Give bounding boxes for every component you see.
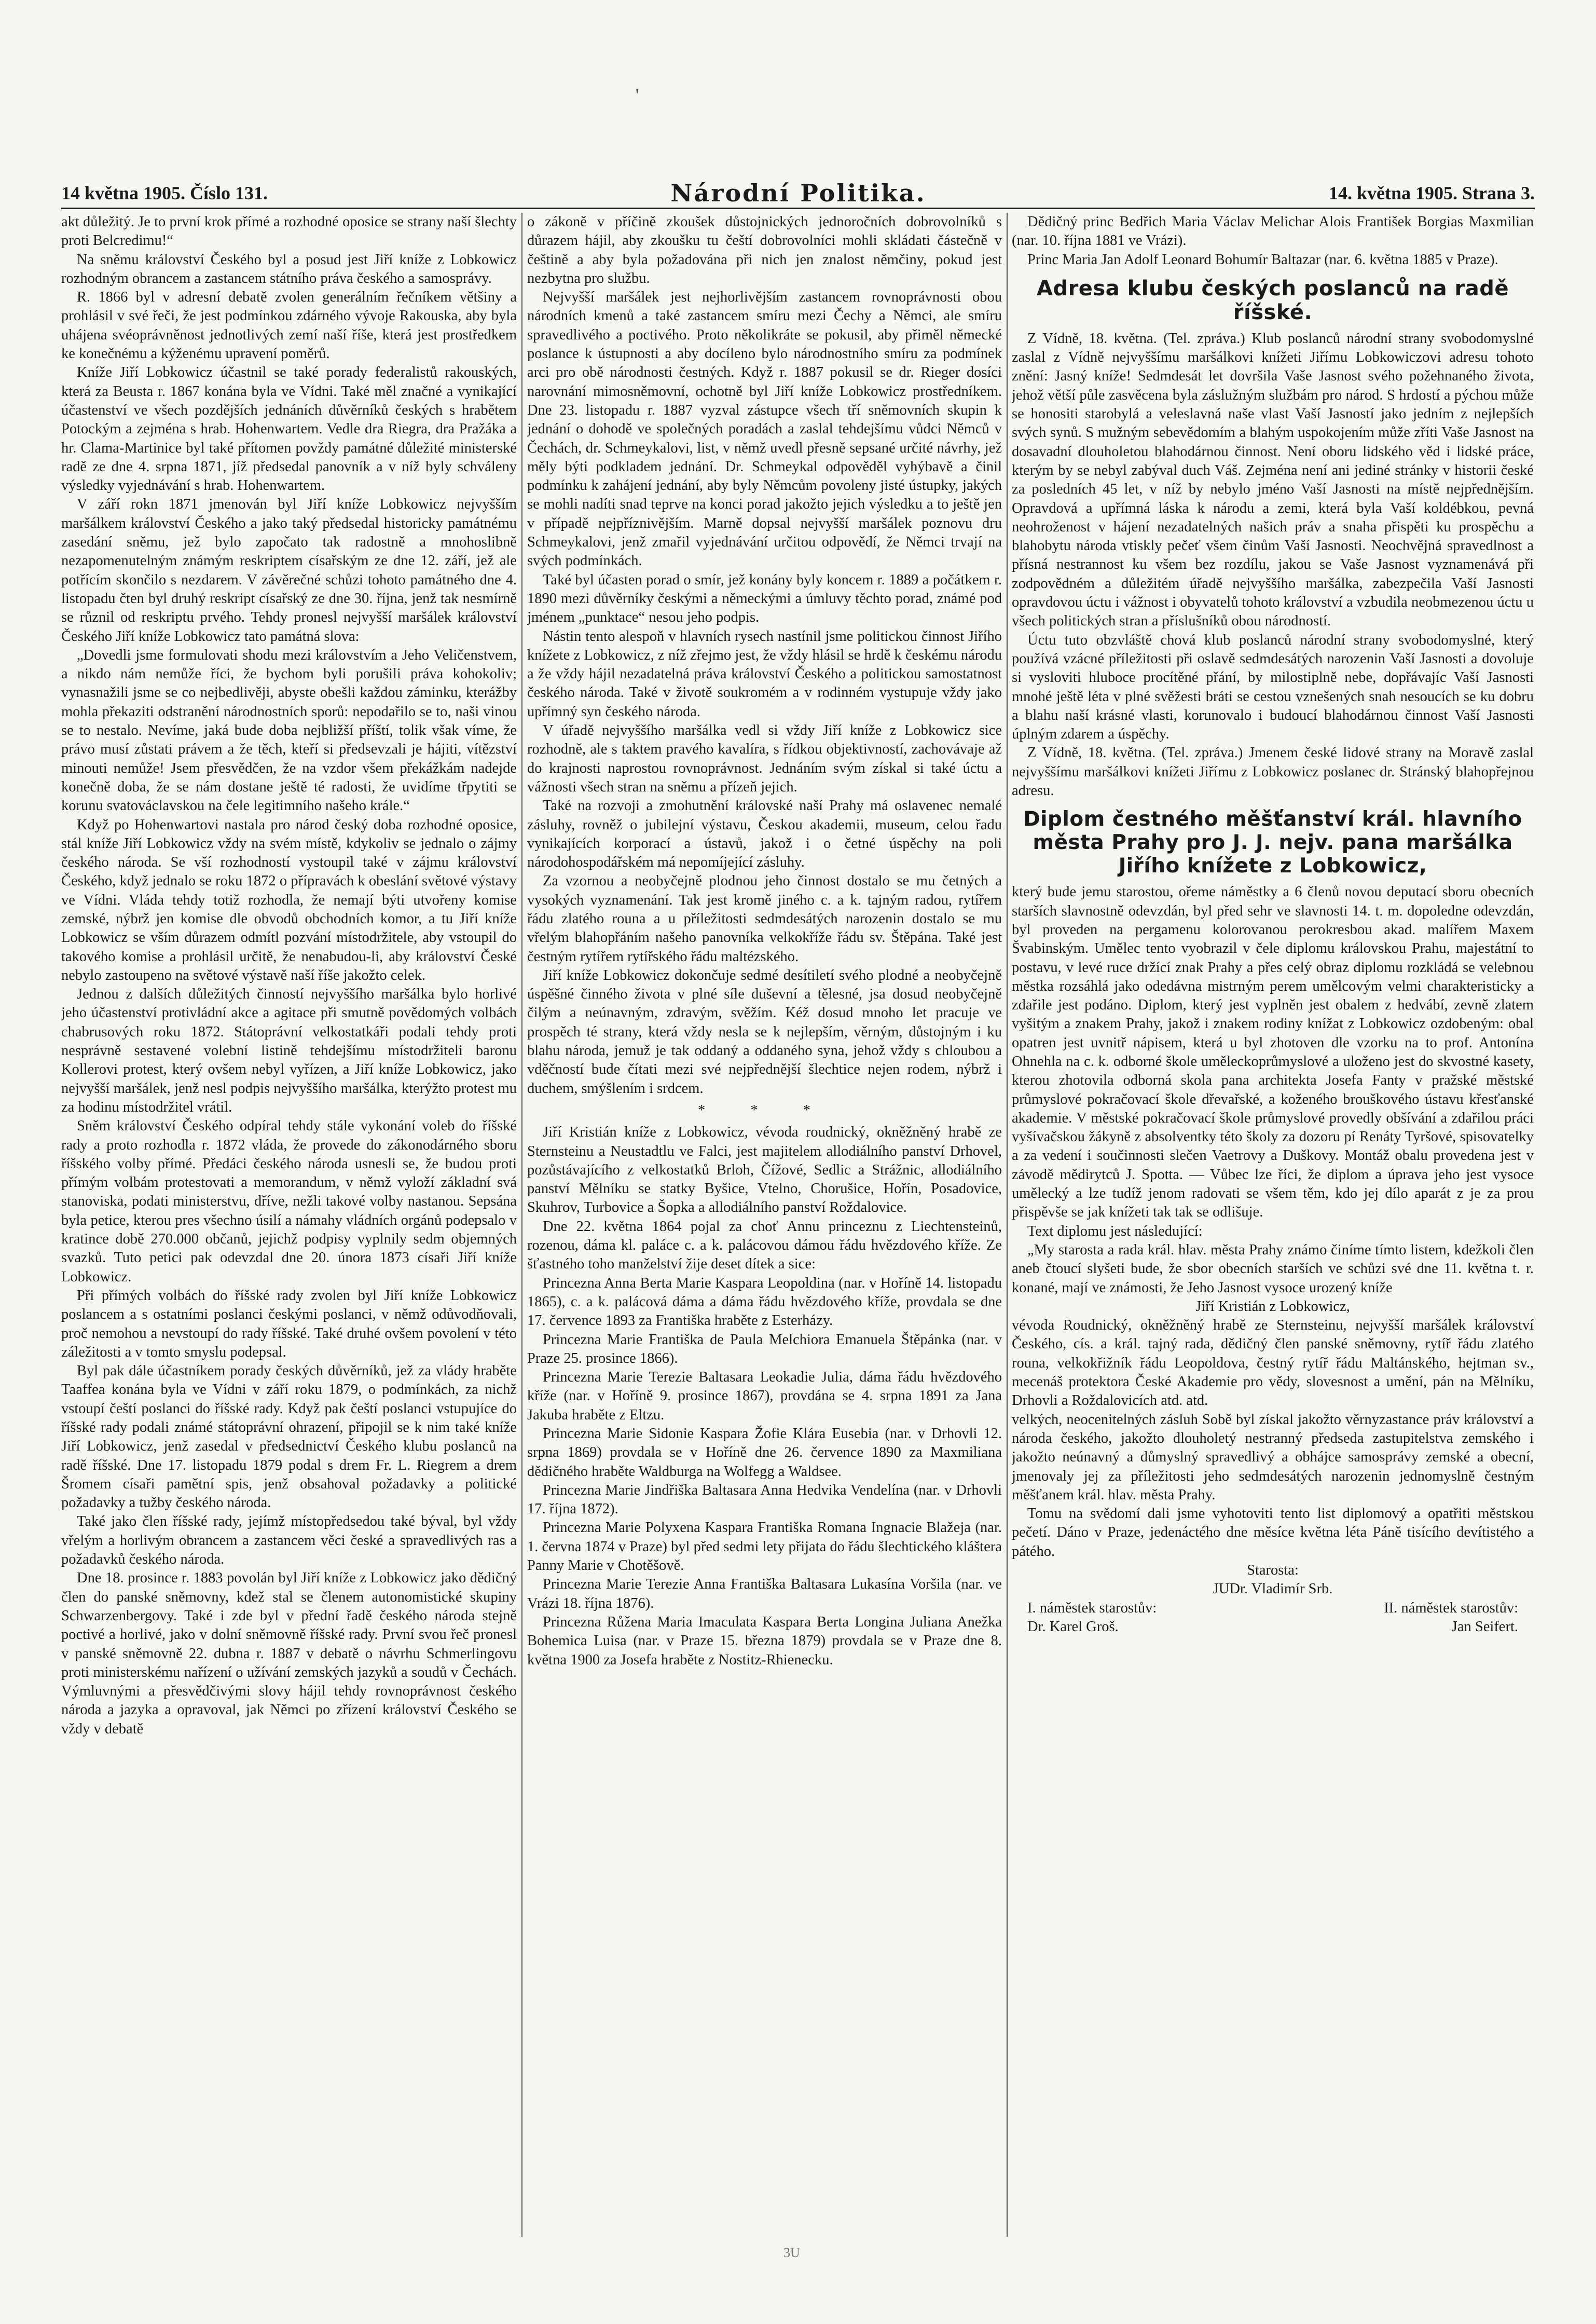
paragraph: Princezna Růžena Maria Imaculata Kaspara Berta Longina Juliana Anežka Bohemica Luisa (nar. v Praze 15. března 1879) provdala se v Praze dne 8. května 1900 za Josefa hraběte z Nostitz-Rhienecku. — [527, 1614, 1002, 1668]
paragraph: V úřadě nejvyššího maršálka vedl si vždy Jiří kníže z Lobkowicz sice rozhodně, ale s taktem pravého kavalíra, s řídkou objektivností, zachovávaje až do krajnosti naprostou rovnoprávnost. Jednáním svým získal si také úctu a vážnosti všech stran na sněmu a přízeň jejich. — [527, 722, 1002, 795]
column-3 — [1012, 213, 1534, 2252]
paragraph: Princ Maria Jan Adolf Leonard Bohumír Baltazar (nar. 6. května 1885 v Praze). — [1027, 251, 1498, 268]
deputy-2-label: II. náměstek starostův: — [1384, 1600, 1518, 1616]
header-rule — [61, 208, 1535, 209]
paragraph: Jednou z dalších důležitých činností nejvyššího maršálka bylo horlivé jeho účastenství protivládní akce a agitace při smutně povědomých volbách chabrusových roku 1872. Státoprávní velkostatkáři podali tehdy proti nesprávně sestavené volební listině tehdejšímu místodržiteli baronu Kollerovi protest, který ovšem nebyl vyřízen, a Jiří kníže Lobkowicz, jako nejvyšší maršálek, jenž nesl podpis nejvyššího maršálka, kterýžto protest mu za hodinu místodržitel vrátil. — [61, 986, 517, 1115]
paragraph: Když po Hohenwartovi nastala pro národ český doba rozhodné oposice, stál kníže Jiří Lobkowicz vždy na svém místě, kdykoliv se jednalo o zájmy českého národa. Se vší rozhodností vystoupil také v zájmu království Českého, když jednalo se roku 1872 o přípravách k obeslání světové výstavy ve Vídni. Vláda tehdy totiž rozhodla, že nemají býti utvořeny komise zemské, nýbrž jen komise dle obvodů obchodních komor, a tu Jiří kníže Lobkowicz se vším důrazem odmítl pozvání místodržitele, aby vstoupil do takového komise a prohlásil určitě, že nenabudou-li, aby království České nebylo zastoupeno na světové výstavě naší říše jakožto celek. — [61, 816, 517, 983]
paragraph: Jiří Kristián kníže z Lobkowicz, vévoda roudnický, okněžněný hrabě ze Sternsteinu a Neustadtlu ve Falci, jest majitelem allodiálního panství Drhovel, pozůstávajícího z velkostatků Brloh, Čížové, Sedlic a Strážnic, allodiálního panství Mělníku se statky Byšice, Vtelno, Chorušice, Hořín, Posadovice, Skuhrov, Turbovice a Šopka a allodiálního panství Roždalovice. — [527, 1124, 1002, 1216]
column-divider — [521, 213, 522, 2237]
paragraph: Byl pak dále účastníkem porady českých důvěrníků, jež za vlády hraběte Taaffea konána byla ve Vídni v září roku 1879, o podmínkách, za nichž vstoupí čeští poslanci do říšské rady. Když pak čeští poslanci vstupujíce do říšské rady podali známé státoprávní ohrazení, připojil se k nim také kníže Jiří Lobkowicz, jenž zasedal v předsednictví Českého klubu poslanců na radě říšské. Dne 17. listopadu 1879 podal s drem Fr. L. Riegrem a drem Šromem císaři pamětní spis, jenž obsahoval požadavky a politické požadavky a tužby českého národa. — [61, 1363, 517, 1511]
honoree-name: Jiří Kristián z Lobkowicz, — [1195, 1298, 1350, 1315]
page-header — [61, 181, 1535, 206]
paragraph: Jiří kníže Lobkowicz dokončuje sedmé desítiletí svého plodné a neobyčejně úspěšné činného života v plné síle duševní a tělesné, jsa dosud neobyčejně čilým a neúnavným, zdravým, svěžím. Kéž dosud mnoho let pracuje ve prospěch té strany, která vždy nesla se k nejlepším, věrným, důstojným i ku blahu národa, jemuž je tak oddaný a oddaného syna, jehož vždy s chloubou a vděčností bude čítati mezi své nejpřednější šlechtice nejen rodem, nýbrž i duchem, smýšlením i srdcem. — [527, 967, 1002, 1097]
signature-title: Starosta: — [1247, 1562, 1299, 1578]
paragraph: o zákoně v příčině zkoušek důstojnických jednoročních dobrovolníků s důrazem hájil, aby zkoušku tu čeští dobrovolníci mohli skládati částečně v češtině a aby byla požadována při nich jen znalost němčiny, pokud jest nezbytna pro službu. — [527, 214, 1002, 286]
paragraph: Tomu na svědomí dali jsme vyhotoviti tento list diplomový a opatřiti městskou pečetí. Dáno v Praze, jedenáctého dne měsíce května léta Páně tisícího devítistého a pátého. — [1012, 1506, 1534, 1560]
paragraph: Nástin tento alespoň v hlavních rysech nastínil jsme politickou činnost Jiřího knížete z Lobkowicz, z níž zřejmo jest, že vždy hlásil se hrdě k českému národu a že vždy hájil nezadatelná práva království Českého a politickou samostatnost českého národa. Také v životě soukromém a v rodinném vystupuje vždy jako upřímný syn českého národa. — [527, 628, 1002, 720]
paragraph: Princezna Marie Terezie Baltasara Leokadie Julia, dáma řádu hvězdového kříže (nar. v Hoříně 9. prosince 1867), provdána se 4. srpna 1891 za Jana Jakuba hraběte z Eltzu. — [527, 1369, 1002, 1423]
paragraph: Za vzornou a neobyčejně plodnou jeho činnost dostalo se mu četných a vysokých vyznamenání. Tak jest kromě jiného c. a k. tajným radou, rytířem řádu zlatého rouna a u příležitosti sedmdesátých narozenin dostalo se mu vřelým blahopřáním našeho panovníka velkokříže řádu sv. Štěpána. Také jest čestným rytířem rytířského řádu maltézského. — [527, 873, 1002, 965]
paragraph: Princezna Marie Sidonie Kaspara Žofie Klára Eusebia (nar. v Drhovli 12. srpna 1869) provdala se v Hoříně dne 26. července 1890 za Maxmiliana dědičného hraběte Waldburga na Wolfegg a Waldsee. — [527, 1426, 1002, 1480]
paragraph: Princezna Marie Terezie Anna Františka Baltasara Lukasína Voršila (nar. ve Vrázi 18. října 1876). — [527, 1576, 1002, 1611]
paragraph: akt důležitý. Je to první krok přímé a rozhodné oposice se strany naší šlechty proti Belcredimu!“ — [61, 214, 517, 249]
masthead-title: Národní Politika. — [670, 179, 926, 207]
header-date-issue: 14 května 1905. Číslo 131. — [61, 183, 268, 203]
paragraph: Úctu tuto obzvláště chová klub poslanců národní strany svobodomyslné, který používá vzácné příležitosti při oslavě sedmdesátých narozenin Vaší Jasnosti a dovoluje si vysloviti hluboce procítěné přání, by milostiplně nebe, dopřávajíc Vaší Jasnosti mnohé ještě léta v plné svěžesti bráti se cestou vznešených snah nesoucích se ku dobru a blahu naší krásné vlasti, korunovalo i budoucí blahodárnou činnost Vaší Jasnosti úplným zdarem a úspěchy. — [1012, 632, 1534, 743]
paragraph: Princezna Marie Jindřiška Baltasara Anna Hedvika Vendelína (nar. v Drhovli 17. října 1872). — [527, 1482, 1002, 1518]
article-headline: Diplom čestného měšťanství král. hlavního města Prahy pro J. J. nejv. pana maršálka Jiřího knížete z Lobkowicz, — [1023, 808, 1522, 878]
paragraph: velkých, neocenitelných zásluh Sobě byl získal jakožto věrnyzastance práv království a národa českého, jakožto dlouholetý nestranný předseda zastupitelstva zemského i jakožto neúnavný a důmyslný spravedlivý a obhájce samosprávy zemské a obecní, jmenovaly jej za příležitosti jeho sedmdesátých narozenin jednomyslně čestným měšťanem král. hlav. města Prahy. — [1012, 1411, 1534, 1503]
stray-mark: ' — [636, 86, 639, 105]
article-headline: Adresa klubu českých poslanců na radě říšské. — [1036, 276, 1509, 324]
column-divider — [1007, 213, 1008, 2237]
paragraph: Z Vídně, 18. května. (Tel. zpráva.) Klub poslanců národní strany svobodomyslné zaslal z Vídně nejvyššímu maršálkovi knížeti Jiřímu Lobkowiczovi adresu tohoto znění: Jasný kníže! Sedmdesát let dovršila Vaše Jasnost svého požehnaného života, jehož větší půle zasvěcena byla záslužným službám pro národ. S hrdostí a pýchou může se honositi starobylá a veleslavná naše vlast Vaší Jasností jako jedním z nejlepších svých synů. S mužným sebevědomím a blahým uspokojením může zříti Vaše Jasnost na dosavadní dlouholetou blahodárnou činnost. Není oboru lidského věd i lidské práce, kterým by se nebyl zabýval duch Váš. Zejména není ani jediné stránky v historii české za posledních 45 let, v níž by nebylo jméno Vaší Jasnosti na místě nejpřednějším. Opravdová a upřímná láska k národu a zemi, která byla Vaší koldébkou, pevná neohroženost v hájení nezadatelných našich práv a snaha přispěti ku prospěchu a blahobytu národa vtiskly pečeť všem činům Vaší Jasnosti. Neochvějná spravedlnost a přísná nestrannost ku všem bez rozdílu, jakou se Vaše Jasnost vyznamenává při zodpovědném a důležitém úřadě nejvyššího maršálka, zabezpečila Vaší Jasnosti opravdovou úctu i vážnost i obyvatelů tohoto království a vzbudila neobmezenou úctu u všech politických stran a příslušníků obou národností. — [1012, 330, 1534, 630]
paragraph: Také na rozvoji a zmohutnění královské naší Prahy má oslavenec nemalé zásluhy, rovněž o jubilejní výstavu, Českou akademii, museum, celou řadu vynikajících korporací a ústavů, jakož i o četné úspěchy na poli národohospodářském má nepomíjející zásluhy. — [527, 798, 1002, 871]
section-separator: * * * — [698, 1102, 831, 1118]
page-bottom-mark: 3U — [783, 2245, 800, 2260]
column-2 — [527, 213, 1002, 2252]
paragraph: Text diplomu jest následující: — [1027, 1223, 1203, 1239]
paragraph: Při přímých volbách do říšské rady zvolen byl Jiří kníže Lobkowicz poslancem a s ostatními poslanci českými poslanci, v němž odůvodňovali, proč nemohou a nevstoupí do rady říšské. Také druhé ovšem povolení v této záležitosti a v tomto smyslu podepsal. — [61, 1287, 517, 1360]
paragraph: R. 1866 byl v adresní debatě zvolen generálním řečníkem většiny a prohlásil v své řeči, že jest podmínkou zdárného vývoje Rakouska, aby byla uhájena svéoprávněnost jednotlivých zemí naší říše, která jest prostředkem ke konečnému a kýženému upravení poměrů. — [61, 289, 517, 362]
paragraph: V září rokn 1871 jmenován byl Jiří kníže Lobkowicz nejvyšším maršálkem království Českého a jako taký předsedal historicky památnému zasedání sněmu, jež bylo započato tak radostně a mnohoslibně nezapomenutelným známým reskriptem císařským ze dne 12. září, jež ale potřícím skončilo s nezdarem. V závěrečné schůzi tohoto památného dne 4. listopadu čten byl druhý reskript císařský ze dne 30. října, jenž tak nesmírně se různil od reskriptu prvého. Tehdy pronesl nejvyšší maršálek království Českého Jiří kníže Lobkowicz tato památná slova: — [61, 496, 517, 645]
column-1 — [61, 213, 517, 2252]
paragraph: který bude jemu starostou, ořeme náměstky a 6 členů novou deputací sboru obecních starších slavnostně odevzdán, byl před sehr ve slavnosti 14. t. m. dopoledne odevzdán, byl proveden na pergamenu kolorovanou perokresbou akad. malířem Maxem Švabinským. Umělec tento vyobrazil v čele diplomu královskou Prahu, majestátní to postavu, v levé ruce držící znak Prahy a přes celý obraz diplomu rozkládá se velebnou městka rozsáhlá jako odedávna mistrným perem umělcovým velmi charakteristicky a zdařile jest podáno. Diplom, který jest vyplněn jest obalem z hedvábí, zevně zlatem vyšitým a znakem Prahy, jakož i znakem rodiny knížat z Lobkowicz ozdobeným: obal opatren jest uvnitř nápisem, která u byl zhotoven dle vzorku na to prof. Antonína Ohnehla na c. k. odborné škole uměleckoprůmyslové a uloženo jest do skvostné kasety, kterou zhotovila odborná skola pana architekta Josefa Fanty v pražské městské průmyslové pokračovací škole dřevařské, a koženého brouškového ústavu křesťanské akademie. V městské pokračovací škole průmyslové provedly obšívání a zdařilou práci vyšívačskou žákyně z absolventky této školy za dozoru pí Renáty Tyršové, spisovatelky a za vedení i součinnosti slečen Vaetrovy a Duškovy. Montáž obalu provedena jest v závodě mědirytců J. Spotta. — Vůbec lze říci, že diplom a úprava jeho jest vysoce umělecký a lze tudíž jenom radovati se všem těm, kdo jej dílo aparát z je za prou přispěvše se jak knížeti tak tak se odlišuje. — [1012, 884, 1534, 1221]
signature-deputy-names — [1012, 1618, 1534, 1636]
deputy-2-name: Jan Seifert. — [1451, 1618, 1518, 1635]
paragraph: Princezna Anna Berta Marie Kaspara Leopoldina (nar. v Hoříně 14. listopadu 1865), c. a k. palácová dáma a dáma řádu hvězdového kříže, provdala se dne 17. července 1893 za Františka hraběte z Esterházy. — [527, 1275, 1002, 1329]
paragraph: Nejvyšší maršálek jest nejhorlivějším zastancem rovnoprávnosti obou národních kmenů a také zastancem smíru mezi Čechy a Němci, ale smíru spravedlivého a poctivého. Proto několikráte se pokusil, aby přiměl německé poslance k ústupnosti a aby docíleno bylo národnostního smíru za podmínek arci pro obě národnosti čestných. Když r. 1887 pokusil se dr. Rieger dosíci narovnání mimosněmovní, ochotně byl Jiří kníže Lobkowicz prostředníkem. Dne 23. listopadu r. 1887 vyzval zástupce všech tří sněmovních skupin k jednání o dohodě ve společných poradách a zaslal tehdejšímu vůdci Němců v Čechách, dr. Schmeykalovi, list, v němž uvedl přesně sepsané určité návrhy, jež měly býti podkladem jednání. Dr. Schmeykal odpověděl vyhýbavě a činil podmínku k zahájení jednání, aby byly Němcům povoleny jisté ústupky, jakých se mohli nadíti snad teprve na konci porad jakožto jejich výsledku a to ještě jen v případě nejpříznivějším. Marně dopsal nejvyšší maršálek poznovu dru Schmeykalovi, jenž zmařil vyjednávání určitou odpovědí, že Němci trvají na svých podmínkách. — [527, 289, 1002, 569]
paragraph: Dědičný princ Bedřich Maria Václav Melichar Alois František Borgias Maxmilian (nar. 10. října 1881 ve Vrázi). — [1012, 214, 1534, 249]
signature-mayor: JUDr. Vladimír Srb. — [1213, 1581, 1333, 1597]
signature-deputies — [1012, 1599, 1534, 1618]
paragraph: Na sněmu království Českého byl a posud jest Jiří kníže z Lobkowicz rozhodným obrancem a zastancem státního práva českého a samosprávy. — [61, 251, 517, 286]
paragraph: Také byl účasten porad o smír, jež konány byly koncem r. 1889 a počátkem r. 1890 mezi důvěrníky českými a německými a úmluvy těchto porad, známé pod jménem „punktace“ nesou jeho podpis. — [527, 571, 1002, 626]
paragraph: Dne 22. května 1864 pojal za choť Annu princeznu z Liechtensteinů, rozenou, dáma kl. paláce c. a k. palácovou dámou řádu hvězdového kříže. Ze šťastného toho manželství žije deset dítek a sice: — [527, 1218, 1002, 1273]
paragraph: Kníže Jiří Lobkowicz účastnil se také porady federalistů rakouských, která za Beusta r. 1867 konána byla ve Vídni. Také měl značné a vynikající účastenství ve všech pozdějších jednáních důvěrníků českých s hrabětem Potockým a zejména s hrab. Hohenwartem. Vedle dra Riegra, dra Pražáka a hr. Clama-Martinice byl také přítomen povždy památné důležité ministerské radě ze dne 4. srpna 1871, jíž předsedal panovník a v níž byly schváleny výsledky vyjednávání s hrab. Hohenwartem. — [61, 364, 517, 494]
deputy-1-label: I. náměstek starostův: — [1027, 1600, 1157, 1616]
paragraph: vévoda Roudnický, okněžněný hrabě ze Sternsteinu, nejvyšší maršálek království Českého, cís. a král. tajný rada, dědičný člen panské sněmovny, rytíř řádu zlatého rouna, velkokřižník řádu Leopoldova, čestný rytíř řádu Maltánského, hejtman sv., mecenáš protektora České Akademie pro vědy, slovesnost a umění, pán na Mělníku, Drhovli a Roždalovicích atd. atd. — [1012, 1317, 1534, 1409]
paragraph: „My starosta a rada král. hlav. města Prahy známo činíme tímto listem, kdežkoli člen aneb čtoucí slyšeti bude, že sbor obecních starších ve schůzi své dne 11. května t. r. konané, mají ve známosti, že Jeho Jasnost vysoce urozený kníže — [1012, 1241, 1534, 1296]
paragraph: Princezna Marie Polyxena Kaspara Františka Romana Ingnacie Blažeja (nar. 1. června 1874 v Praze) byl před sedmi lety přijata do řádu šlechtického kláštera Panny Marie v Chotěšově. — [527, 1520, 1002, 1574]
header-date-page: 14. května 1905. Strana 3. — [1328, 183, 1535, 203]
deputy-1-name: Dr. Karel Groš. — [1027, 1618, 1119, 1635]
paragraph: Také jako člen říšské rady, jejímž místopředsedou také býval, byl vždy vřelým a horlivým obrancem a zastancem věci české a spravedlivých ras a požadavků českého národa. — [61, 1513, 517, 1568]
paragraph: Sněm království Českého odpíral tehdy stále vykonání voleb do říšské rady a proto rozhodla r. 1872 vláda, že provede do zákonodárného sboru říšského volby přímé. Předáci českého národa usnesli se, že budou proti přímým volbám protestovati a memorandum, v němž vyloží základní svá stanoviska, podati ministerstvu, dříve, nežli takové volby nastanou. Sepsána byla petice, kterou pres všechno úsilí a námahy vládních orgánů podepsalo v kratince době 270.000 občanů, jejichž podpisy vyplnily sedm objemných svazků. Tuto petici pak odevzdal dne 20. února 1873 císaři Jiří kníže Lobkowicz. — [61, 1118, 517, 1285]
paragraph: Princezna Marie Františka de Paula Melchiora Emanuela Štěpánka (nar. v Praze 25. prosince 1866). — [527, 1331, 1002, 1366]
paragraph: Dne 18. prosince r. 1883 povolán byl Jiří kníže z Lobkowicz jako dědičný člen do panské sněmovny, kdež stal se členem autonomistické skupiny Schwarzenbergovy. Také i zde byl v přední řadě českého národa stejně poctivé a horlivé, jako v dolní sněmovně říšské rady. První svou řeč pronesl v panské sněmovně 22. dubna r. 1887 v debatě o návrhu Schmerlingovu proti ministerskému nařízení o užívání zemských jazyků a soudů v Čechách. Výmluvnými a přesvědčivými slovy hájil tehdy rovnoprávnost českého národa a jazyka a opravoval, jak Němci po zřízení království Českého se vždy v debatě — [61, 1570, 517, 1737]
paragraph: Z Vídně, 18. května. (Tel. zpráva.) Jmenem české lidové strany na Moravě zaslal nejvyššímu maršálkovi knížeti Jiřímu z Lobkowicz poslanec dr. Stránský blahopřejnou adresu. — [1012, 745, 1534, 799]
quote-paragraph: „Dovedli jsme formulovati shodu mezi královstvím a Jeho Veličenstvem, a nikdo nám nemůže říci, že bychom byli porušili práva kohokoliv; vynasnažili jsme se co nejbedlivěji, abyste obešli každou záminku, kterážby mohla překaziti odstranění národnostních sporů: nepodařilo se to, naši vinou se to nestalo. Nevíme, jaká bude doba nejbližší příští, tolik však víme, že právo musí zůstati právem a že těch, kteří si předsevzali je hájiti, vítězství minouti nemůže! Jsem přesvědčen, že na vzdor všem překážkám nadejde konečně doba, že se nám dostane ještě té radosti, že uvidíme třpytiti se korunu svatováclavskou na čele legitimního našeho krále.“ — [61, 647, 517, 814]
